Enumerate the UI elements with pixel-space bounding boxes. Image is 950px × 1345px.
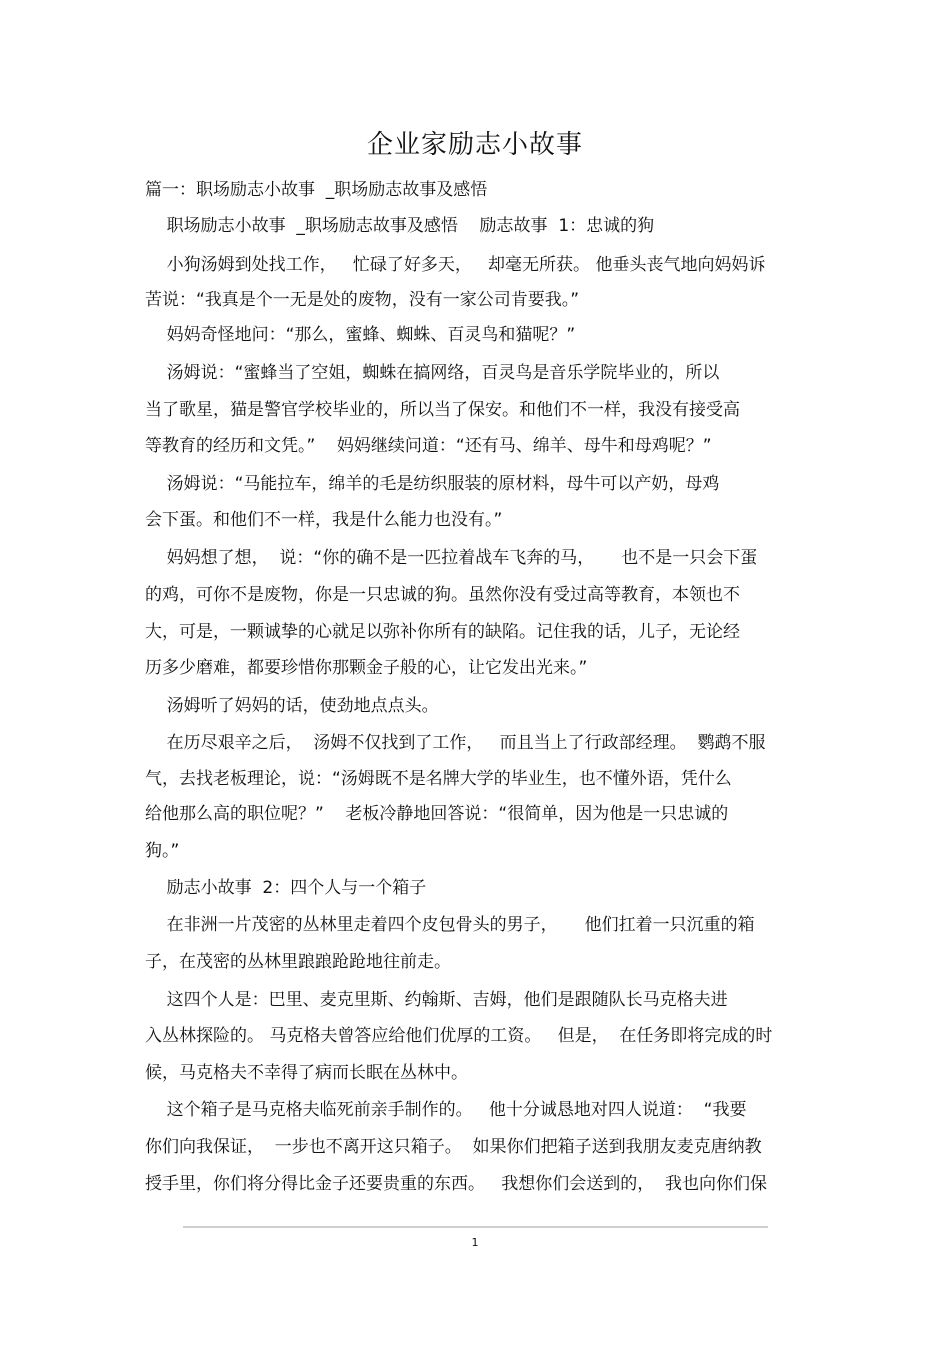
text-line: 妈妈想了想， 说：“你的确不是一匹拉着战车飞奔的马， 也不是一只会下蛋 (145, 548, 758, 568)
text-line: 妈妈奇怪地问：“那么，蜜蜂、蜘蛛、百灵鸟和猫呢？” (145, 325, 576, 345)
text-line: 授手里，你们将分得比金子还要贵重的东西。 我想你们会送到的， 我也向你们保 (145, 1174, 768, 1194)
text-line: 这四个人是：巴里、麦克里斯、约翰斯、吉姆，他们是跟随队长马克格夫进 (145, 990, 728, 1010)
text-line: 小狗汤姆到处找工作， 忙碌了好多天， 却毫无所获。 他垂头丧气地向妈妈诉 (145, 255, 766, 275)
text-line: 励志小故事 2：四个人与一个箱子 (145, 878, 427, 898)
text-line: 这个箱子是马克格夫临死前亲手制作的。 他十分诚恳地对四人说道： “我要 (145, 1100, 747, 1120)
text-line: 在历尽艰辛之后， 汤姆不仅找到了工作， 而且当上了行政部经理。 鹦鹉不服 (145, 733, 766, 753)
text-line: 候，马克格夫不幸得了病而长眠在丛林中。 (145, 1063, 468, 1083)
text-line: 子，在茂密的丛林里踉踉跄跄地往前走。 (145, 952, 451, 972)
text-line: 大，可是，一颗诚挚的心就足以弥补你所有的缺陷。记住我的话，儿子，无论经 (145, 622, 740, 642)
text-line: 给他那么高的职位呢？” 老板冷静地回答说：“很简单，因为他是一只忠诚的 (145, 804, 729, 824)
text-line: 气，去找老板理论，说：“汤姆既不是名牌大学的毕业生，也不懂外语，凭什么 (145, 769, 732, 789)
text-line: 当了歌星，猫是警官学校毕业的，所以当了保安。和他们不一样，我没有接受高 (145, 400, 740, 420)
text-line: 在非洲一片茂密的丛林里走着四个皮包骨头的男子， 他们扛着一只沉重的箱 (145, 915, 755, 935)
text-line: 等教育的经历和文凭。” 妈妈继续问道：“还有马、绵羊、母牛和母鸡呢？” (145, 436, 712, 456)
text-line: 会下蛋。和他们不一样，我是什么能力也没有。” (145, 510, 503, 530)
text-line: 汤姆说：“蜜蜂当了空姐，蜘蛛在搞网络，百灵鸟是音乐学院毕业的，所以 (145, 363, 720, 383)
document-title: 企业家励志小故事 (366, 130, 583, 160)
text-line: 职场励志小故事 _职场励志故事及感悟 励志故事 1：忠诚的狗 (145, 216, 655, 236)
text-line: 入丛林探险的。 马克格夫曾答应给他们优厚的工资。 但是， 在任务即将完成的时 (145, 1026, 773, 1046)
text-line: 篇一：职场励志小故事 _职场励志故事及感悟 (145, 180, 488, 200)
text-line: 的鸡，可你不是废物，你是一只忠诚的狗。虽然你没有受过高等教育，本领也不 (145, 585, 740, 605)
page-number: 1 (471, 1236, 479, 1249)
text-line: 苦说：“我真是个一无是处的废物，没有一家公司肯要我。” (145, 290, 580, 310)
text-line: 汤姆听了妈妈的话，使劲地点点头。 (145, 696, 439, 716)
text-line: 汤姆说：“马能拉车，绵羊的毛是纺织服装的原材料，母牛可以产奶，母鸡 (145, 474, 720, 494)
footer-divider (183, 1226, 768, 1228)
text-line: 狗。” (145, 841, 180, 861)
text-line: 你们向我保证， 一步也不离开这只箱子。 如果你们把箱子送到我朋友麦克唐纳教 (145, 1137, 762, 1157)
text-line: 历多少磨难，都要珍惜你那颗金子般的心，让它发出光来。” (145, 658, 588, 678)
